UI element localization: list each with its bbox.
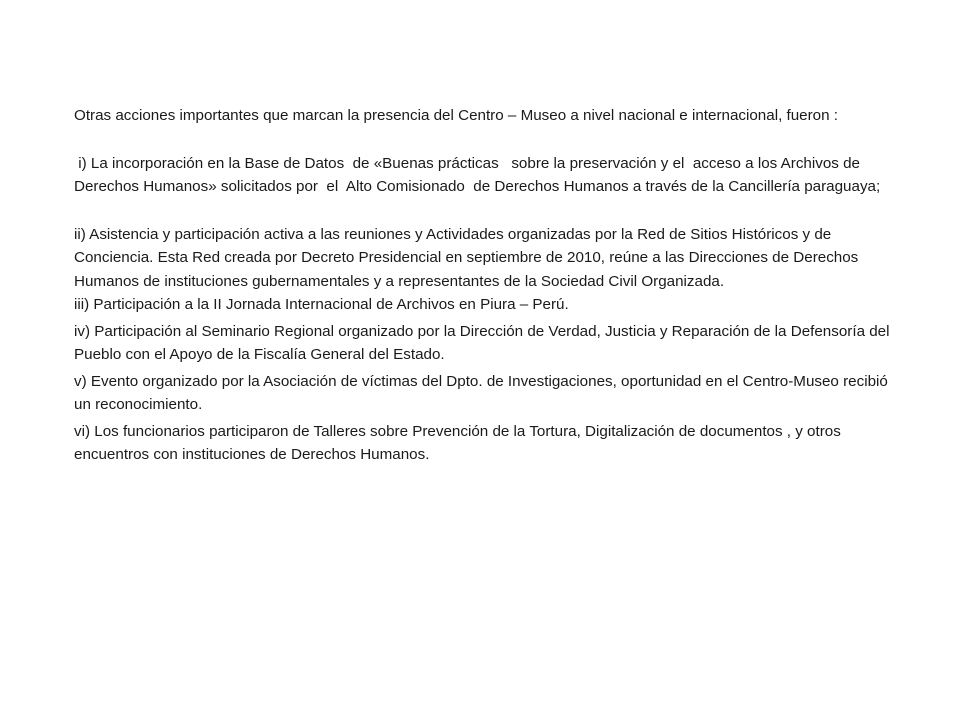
list-item: v) Evento organizado por la Asociación de víctimas del Dpto. de Investigaciones, oportunidad en el Centro-Museo recibió un reconocimiento. [74,372,888,413]
list-item: iv) Participación al Seminario Regional organizado por la Dirección de Verdad, Justicia y Reparación de la Defensoría del Pueblo con el Apoyo de la Fiscalía General del Estado. [74,322,890,363]
list-item: iii) Participación a la II Jornada Internacional de Archivos en Piura – Perú. [74,296,569,313]
text-body [74,104,904,467]
intro-paragraph: Otras acciones importantes que marcan la presencia del Centro – Museo a nivel nacional e internacional, fueron : [74,107,839,124]
list-item: i) La incorporación en la Base de Datos de «Buenas prácticas sobre la preservación y el acceso a los Archivos de Derechos Humanos» solicitados por el Alto Comisionado de Derechos Humanos a través de la Cancillería paraguaya; [74,154,881,195]
list-item: ii) Asistencia y participación activa a las reuniones y Actividades organizadas por la Red de Sitios Históricos y de Conciencia. Esta Red creada por Decreto Presidencial en septiembre de 2010, reúne a las Direcciones de Derechos Humanos de instituciones gubernamentales y a representantes de la Sociedad Civil Organizada. [74,225,859,290]
list-item: vi) Los funcionarios participaron de Talleres sobre Prevención de la Tortura, Digitalización de documentos , y otros encuentros con instituciones de Derechos Humanos. [74,422,841,463]
